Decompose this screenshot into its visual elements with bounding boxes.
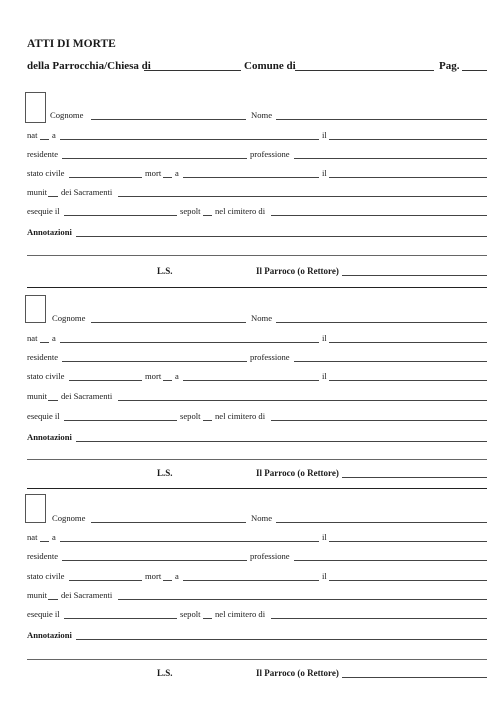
death-record-3 <box>0 494 500 694</box>
page-number-field[interactable] <box>462 70 487 71</box>
annotazioni-label: Annotazioni <box>27 227 72 237</box>
deathdate-field[interactable] <box>329 177 487 178</box>
sacramenti-label: dei Sacramenti <box>61 187 113 197</box>
nome-label: Nome <box>251 513 273 523</box>
nat-suffix-field[interactable] <box>40 541 49 542</box>
residente-label: residente <box>27 352 59 362</box>
sacramenti-label: dei Sacramenti <box>61 391 113 401</box>
birthplace-label: a <box>52 333 56 343</box>
record-number-box[interactable] <box>25 295 46 323</box>
deathdate-label: il <box>322 371 327 381</box>
munit-label: munit <box>27 391 48 401</box>
esequie-field[interactable] <box>64 618 177 619</box>
nome-field[interactable] <box>276 322 487 323</box>
deathplace-label: a <box>175 371 179 381</box>
cimitero-label: nel cimitero di <box>215 609 266 619</box>
stato-civile-label: stato civile <box>27 371 65 381</box>
deathplace-label: a <box>175 168 179 178</box>
cognome-field[interactable] <box>91 322 246 323</box>
birthplace-field[interactable] <box>60 342 319 343</box>
esequie-label: esequie il <box>27 411 60 421</box>
parroco-signature-field[interactable] <box>342 677 487 678</box>
munit-suffix-field[interactable] <box>48 400 58 401</box>
stato-civile-field[interactable] <box>69 177 142 178</box>
annotazioni-extra-line[interactable] <box>27 659 487 660</box>
record-number-box[interactable] <box>25 494 46 523</box>
annotazioni-field[interactable] <box>76 236 487 237</box>
sacramenti-field[interactable] <box>118 599 487 600</box>
stato-civile-field[interactable] <box>69 380 142 381</box>
sacramenti-field[interactable] <box>118 400 487 401</box>
mort-label: mort <box>145 371 162 381</box>
munit-label: munit <box>27 187 48 197</box>
residente-label: residente <box>27 149 59 159</box>
birthdate-label: il <box>322 532 327 542</box>
birthplace-field[interactable] <box>60 139 319 140</box>
birthdate-label: il <box>322 130 327 140</box>
residente-field[interactable] <box>62 560 247 561</box>
mort-suffix-field[interactable] <box>163 380 172 381</box>
cognome-label: Cognome <box>52 313 86 323</box>
document-title: ATTI DI MORTE <box>27 38 116 50</box>
nat-suffix-field[interactable] <box>40 342 49 343</box>
cognome-field[interactable] <box>91 119 246 120</box>
nat-label: nat <box>27 532 38 542</box>
sepolt-label: sepolt <box>180 609 201 619</box>
sepolt-suffix-field[interactable] <box>203 215 212 216</box>
nome-label: Nome <box>251 313 273 323</box>
death-record-2 <box>0 295 500 495</box>
cognome-field[interactable] <box>91 522 246 523</box>
parroco-signature-field[interactable] <box>342 275 487 276</box>
cognome-label: Cognome <box>52 513 86 523</box>
mort-suffix-field[interactable] <box>163 580 172 581</box>
nome-field[interactable] <box>276 522 487 523</box>
annotazioni-field[interactable] <box>76 639 487 640</box>
sepolt-label: sepolt <box>180 206 201 216</box>
parish-label: della Parrocchia/Chiesa di <box>27 60 151 72</box>
nat-label: nat <box>27 130 38 140</box>
residente-field[interactable] <box>62 158 247 159</box>
ls-label: L.S. <box>157 266 173 276</box>
esequie-field[interactable] <box>64 215 177 216</box>
parroco-label: Il Parroco (o Rettore) <box>256 668 339 678</box>
ls-label: L.S. <box>157 668 173 678</box>
cimitero-field[interactable] <box>271 420 487 421</box>
nat-label: nat <box>27 333 38 343</box>
stato-civile-field[interactable] <box>69 580 142 581</box>
nat-suffix-field[interactable] <box>40 139 49 140</box>
professione-label: professione <box>250 352 290 362</box>
annotazioni-extra-line[interactable] <box>27 255 487 256</box>
mort-label: mort <box>145 571 162 581</box>
birthdate-label: il <box>322 333 327 343</box>
deathdate-label: il <box>322 168 327 178</box>
residente-field[interactable] <box>62 361 247 362</box>
parroco-label: Il Parroco (o Rettore) <box>256 266 339 276</box>
record-number-box[interactable] <box>25 92 46 123</box>
deathdate-field[interactable] <box>329 580 487 581</box>
esequie-label: esequie il <box>27 609 60 619</box>
professione-field[interactable] <box>294 560 487 561</box>
sacramenti-field[interactable] <box>118 196 487 197</box>
deathdate-field[interactable] <box>329 380 487 381</box>
deathplace-label: a <box>175 571 179 581</box>
professione-label: professione <box>250 149 290 159</box>
nome-field[interactable] <box>276 119 487 120</box>
nome-label: Nome <box>251 110 273 120</box>
munit-label: munit <box>27 590 48 600</box>
cimitero-field[interactable] <box>271 215 487 216</box>
comune-field[interactable] <box>295 70 434 71</box>
esequie-label: esequie il <box>27 206 60 216</box>
deathplace-field[interactable] <box>183 380 319 381</box>
parroco-label: Il Parroco (o Rettore) <box>256 468 339 478</box>
page-label: Pag. <box>439 60 460 72</box>
sacramenti-label: dei Sacramenti <box>61 590 113 600</box>
comune-label: Comune di <box>244 60 296 72</box>
deathplace-field[interactable] <box>183 580 319 581</box>
sepolt-label: sepolt <box>180 411 201 421</box>
parish-field[interactable] <box>144 70 241 71</box>
annotazioni-extra-line[interactable] <box>27 459 487 460</box>
munit-suffix-field[interactable] <box>48 599 58 600</box>
annotazioni-label: Annotazioni <box>27 432 72 442</box>
munit-suffix-field[interactable] <box>48 196 58 197</box>
professione-field[interactable] <box>294 158 487 159</box>
birthdate-field[interactable] <box>329 139 487 140</box>
esequie-field[interactable] <box>64 420 177 421</box>
document-header <box>27 60 487 74</box>
annotazioni-label: Annotazioni <box>27 630 72 640</box>
record-separator <box>27 488 487 489</box>
mort-label: mort <box>145 168 162 178</box>
birthdate-field[interactable] <box>329 541 487 542</box>
birthplace-field[interactable] <box>60 541 319 542</box>
annotazioni-field[interactable] <box>76 441 487 442</box>
deathplace-field[interactable] <box>183 177 319 178</box>
sepolt-suffix-field[interactable] <box>203 618 212 619</box>
cimitero-label: nel cimitero di <box>215 206 266 216</box>
cognome-label: Cognome <box>50 110 84 120</box>
sepolt-suffix-field[interactable] <box>203 420 212 421</box>
professione-field[interactable] <box>294 361 487 362</box>
stato-civile-label: stato civile <box>27 168 65 178</box>
parroco-signature-field[interactable] <box>342 477 487 478</box>
birthplace-label: a <box>52 532 56 542</box>
professione-label: professione <box>250 551 290 561</box>
record-separator <box>27 287 487 288</box>
ls-label: L.S. <box>157 468 173 478</box>
stato-civile-label: stato civile <box>27 571 65 581</box>
birthdate-field[interactable] <box>329 342 487 343</box>
cimitero-field[interactable] <box>271 618 487 619</box>
deathdate-label: il <box>322 571 327 581</box>
mort-suffix-field[interactable] <box>163 177 172 178</box>
death-record-1 <box>0 92 500 292</box>
residente-label: residente <box>27 551 59 561</box>
birthplace-label: a <box>52 130 56 140</box>
cimitero-label: nel cimitero di <box>215 411 266 421</box>
